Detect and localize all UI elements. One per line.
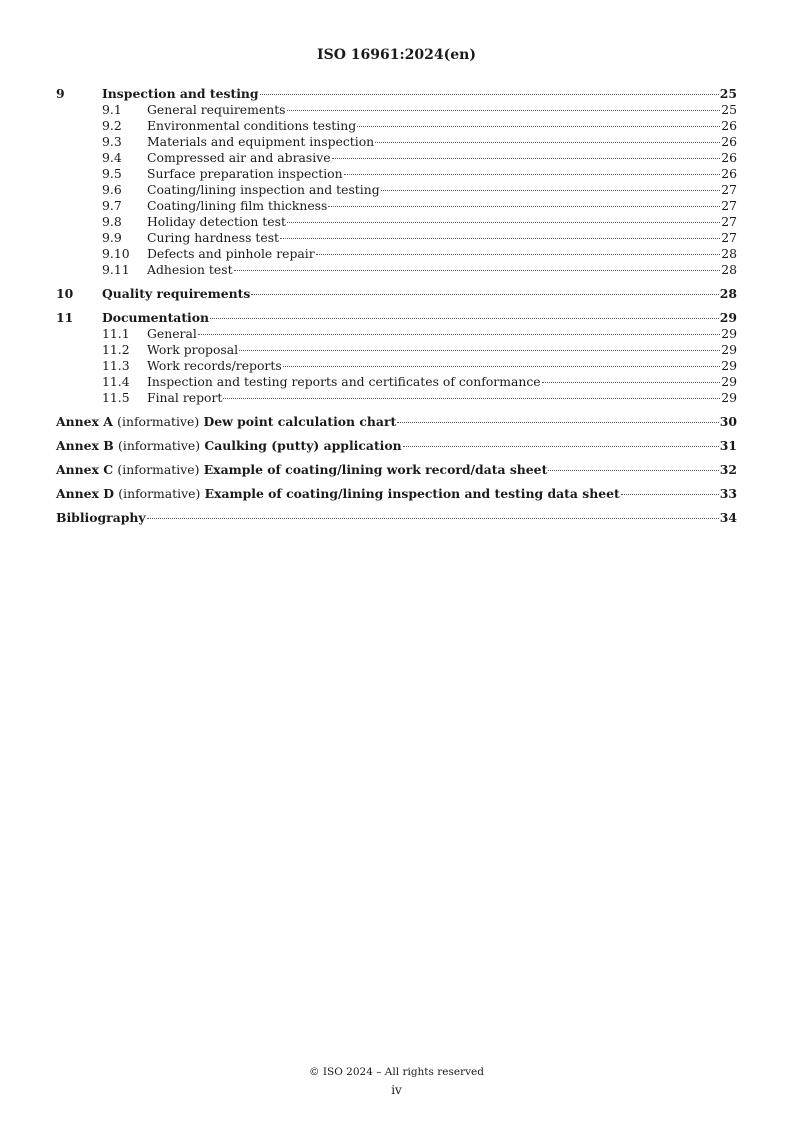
toc-dot-leader (375, 142, 720, 143)
toc-entry-page: 29 (721, 326, 737, 341)
toc-entry-title: Adhesion test (147, 262, 233, 277)
toc-dot-leader (381, 190, 721, 191)
toc-entry-9-9[interactable] (56, 230, 737, 246)
toc-dot-leader (287, 222, 720, 223)
toc-entry-number: 11.1 (102, 326, 130, 341)
toc-entry-title: Compressed air and abrasive (147, 150, 331, 165)
annex-label: Annex D (56, 486, 114, 501)
toc-entry-title: Inspection and testing reports and certificates of conformance (147, 374, 541, 389)
toc-entry-9-2[interactable] (56, 118, 737, 134)
toc-entry-page: 33 (719, 486, 737, 501)
toc-entry-9-4[interactable] (56, 150, 737, 166)
toc-entry-title: Work proposal (147, 342, 239, 357)
toc-entry-title: Holiday detection test (147, 214, 286, 229)
toc-entry-page: 26 (721, 150, 737, 165)
toc-entry-annex-d[interactable] (56, 486, 737, 502)
toc-entry-title: Caulking (putty) application (204, 438, 402, 453)
toc-dot-leader (316, 254, 721, 255)
toc-entry-number: 9.2 (102, 118, 122, 133)
toc-entry-title: Coating/lining film thickness (147, 198, 328, 213)
toc-entry-number: 9.3 (102, 134, 122, 149)
toc-entry-title: Surface preparation inspection (147, 166, 343, 181)
toc-dot-leader (223, 398, 720, 399)
toc-entry-title: Work records/reports (147, 358, 282, 373)
toc-annex-heading (56, 414, 396, 430)
footer-copyright: © ISO 2024 – All rights reserved (309, 1066, 484, 1078)
toc-dot-leader (260, 94, 719, 95)
toc-entry-number: 9.11 (102, 262, 130, 277)
annex-informative-tag: (informative) (117, 462, 200, 477)
toc-entry-page: 27 (721, 214, 737, 229)
toc-entry-title: General requirements (147, 102, 286, 117)
toc-entry-title: Example of coating/lining work record/data sheet (203, 462, 548, 477)
toc-entry-title: General (147, 326, 197, 341)
toc-entry-number: 11 (56, 310, 74, 325)
toc-entry-9-8[interactable] (56, 214, 737, 230)
toc-dot-leader (403, 446, 719, 447)
toc-entry-page: 34 (719, 510, 737, 525)
toc-entry-title: Coating/lining inspection and testing (147, 182, 380, 197)
toc-entry-number: 9.6 (102, 182, 122, 197)
toc-dot-leader (621, 494, 719, 495)
toc-entry-page: 28 (719, 286, 737, 301)
toc-entry-9-10[interactable] (56, 246, 737, 262)
toc-dot-leader (234, 270, 721, 271)
toc-entry-number: 9.10 (102, 246, 130, 261)
toc-dot-leader (332, 158, 721, 159)
toc-entry-9-6[interactable] (56, 182, 737, 198)
toc-entry-number: 11.2 (102, 342, 130, 357)
toc-entry-number: 9.7 (102, 198, 122, 213)
toc-entry-title: Final report (147, 390, 223, 405)
annex-label: Annex A (56, 414, 113, 429)
toc-entry-page: 28 (721, 262, 737, 277)
toc-entry-number: 9.9 (102, 230, 122, 245)
toc-entry-page: 27 (721, 198, 737, 213)
toc-entry-11-2[interactable] (56, 342, 737, 358)
toc-entry-page: 27 (721, 230, 737, 245)
annex-label: Annex B (56, 438, 114, 453)
toc-entry-page: 29 (721, 358, 737, 373)
toc-entry-9-11[interactable] (56, 262, 737, 278)
annex-label: Annex C (56, 462, 114, 477)
toc-entry-title: Quality requirements (102, 286, 251, 301)
toc-entry-11-3[interactable] (56, 358, 737, 374)
toc-entry-page: 26 (721, 166, 737, 181)
toc-entry-number: 9.8 (102, 214, 122, 229)
annex-informative-tag: (informative) (118, 438, 201, 453)
toc-dot-leader (198, 334, 720, 335)
toc-entry-9-7[interactable] (56, 198, 737, 214)
toc-entry-title: Environmental conditions testing (147, 118, 357, 133)
toc-entry-title: Documentation (102, 310, 210, 325)
toc-entry-page: 25 (721, 102, 737, 117)
toc-entry-11-1[interactable] (56, 326, 737, 342)
toc-entry-number: 9 (56, 86, 65, 101)
toc-entry-9[interactable] (56, 86, 737, 102)
toc-entry-annex-a[interactable] (56, 414, 737, 430)
toc-entry-9-3[interactable] (56, 134, 737, 150)
toc-entry-number: 11.4 (102, 374, 130, 389)
toc-entry-title: Materials and equipment inspection (147, 134, 375, 149)
toc-entry-bibliography[interactable] (56, 510, 737, 526)
toc-dot-leader (239, 350, 720, 351)
toc-entry-11-4[interactable] (56, 374, 737, 390)
toc-entry-number: 9.1 (102, 102, 122, 117)
toc-dot-leader (147, 518, 719, 519)
toc-entry-page: 29 (721, 390, 737, 405)
toc-entry-page: 29 (719, 310, 737, 325)
toc-entry-number: 11.5 (102, 390, 130, 405)
toc-entry-10[interactable] (56, 286, 737, 302)
toc-dot-leader (357, 126, 720, 127)
toc-entry-11-5[interactable] (56, 390, 737, 406)
toc-entry-9-1[interactable] (56, 102, 737, 118)
toc-dot-leader (210, 318, 719, 319)
toc-dot-leader (283, 366, 721, 367)
toc-entry-annex-b[interactable] (56, 438, 737, 454)
toc-dot-leader (287, 110, 721, 111)
toc-annex-heading (56, 462, 547, 478)
toc-entry-title: Curing hardness test (147, 230, 280, 245)
toc-annex-heading (56, 438, 402, 454)
document-header-title: ISO 16961:2024(en) (317, 47, 476, 63)
toc-dot-leader (280, 238, 720, 239)
toc-dot-leader (542, 382, 721, 383)
toc-dot-leader (328, 206, 720, 207)
toc-dot-leader (344, 174, 721, 175)
toc-dot-leader (251, 294, 718, 295)
toc-entry-11[interactable] (56, 310, 737, 326)
toc-entry-number: 9.4 (102, 150, 122, 165)
annex-informative-tag: (informative) (118, 486, 201, 501)
toc-entry-page: 25 (719, 86, 737, 101)
toc-entry-page: 26 (721, 118, 737, 133)
toc-entry-annex-c[interactable] (56, 462, 737, 478)
toc-entry-page: 32 (719, 462, 737, 477)
toc-entry-title: Dew point calculation chart (203, 414, 397, 429)
annex-informative-tag: (informative) (117, 414, 200, 429)
toc-dot-leader (548, 470, 718, 471)
toc-entry-9-5[interactable] (56, 166, 737, 182)
toc-entry-title: Bibliography (56, 510, 146, 525)
toc-entry-page: 26 (721, 134, 737, 149)
toc-entry-page: 30 (719, 414, 737, 429)
toc-annex-heading (56, 486, 620, 502)
toc-entry-page: 27 (721, 182, 737, 197)
toc-entry-title: Defects and pinhole repair (147, 246, 315, 261)
table-of-contents (56, 86, 737, 526)
footer-page-number: iv (391, 1083, 402, 1097)
toc-entry-number: 9.5 (102, 166, 122, 181)
toc-dot-leader (397, 422, 719, 423)
toc-entry-number: 11.3 (102, 358, 130, 373)
toc-entry-page: 28 (721, 246, 737, 261)
toc-entry-title: Example of coating/lining inspection and testing data sheet (204, 486, 620, 501)
toc-entry-page: 31 (719, 438, 737, 453)
toc-entry-title: Inspection and testing (102, 86, 259, 101)
toc-entry-number: 10 (56, 286, 74, 301)
toc-entry-page: 29 (721, 342, 737, 357)
toc-entry-page: 29 (721, 374, 737, 389)
